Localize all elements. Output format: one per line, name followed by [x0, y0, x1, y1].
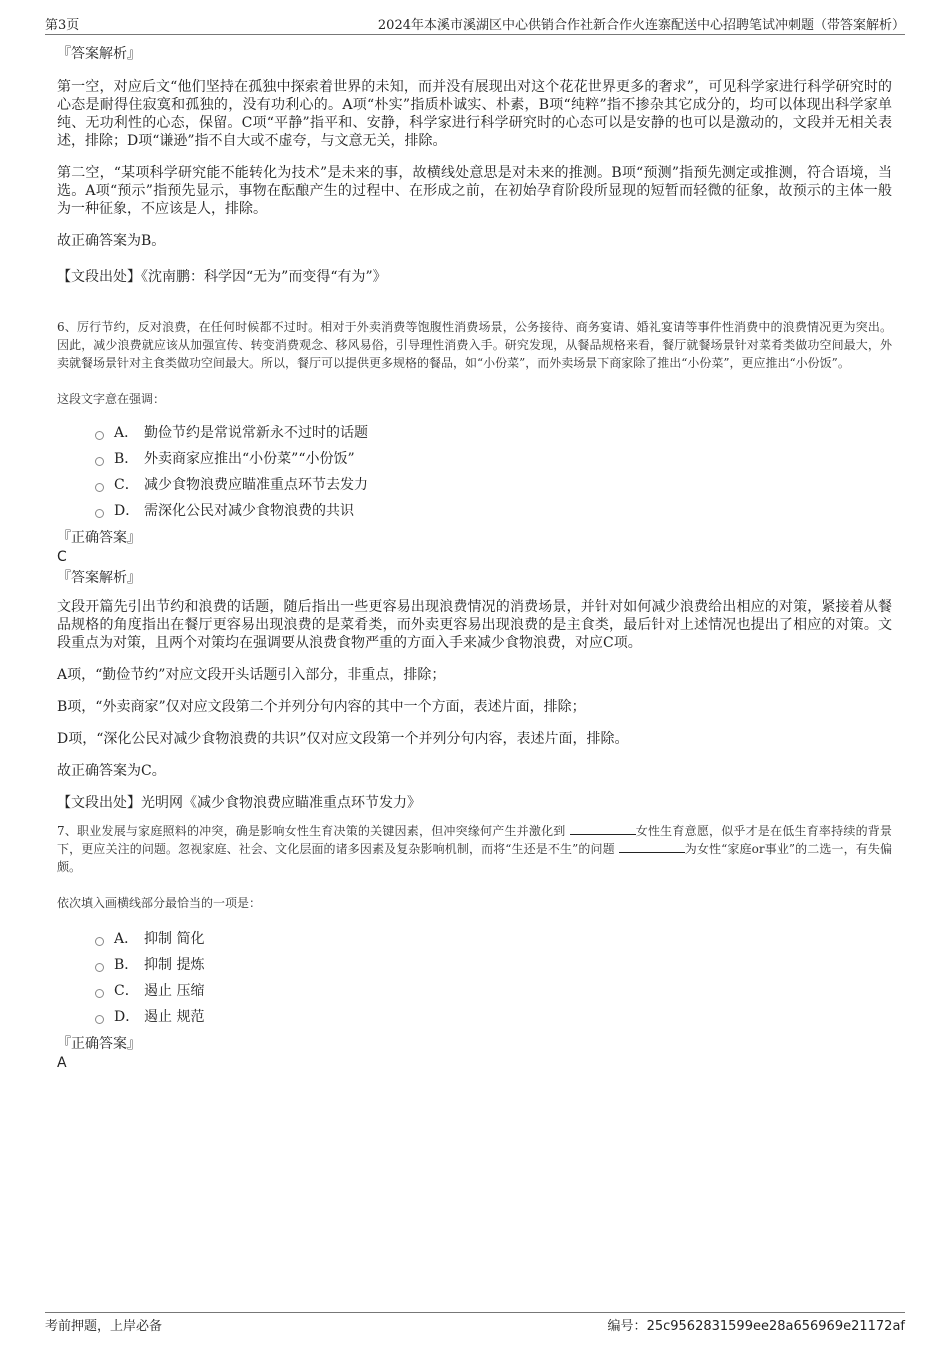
q7-stem: 7、职业发展与家庭照料的冲突，确是影响女性生育决策的关键因素，但冲突缘何产生并激化到 女性生育意愿，似乎才是在低生育率持续的背景下，更应关注的问题。忽视家庭、社会、文化层面的诸多因素及复杂影响机制，而将“生还是不生”的问题 为女性“家庭or事业”的二选一，有失偏颇。: [57, 824, 892, 874]
q6-analysis-p4: D项，“深化公民对减少食物浪费的共识”仅对应文段第一个并列分句内容，表述片面，排除。: [57, 731, 629, 747]
footer-slogan: 考前押题，上岸必备: [45, 1319, 163, 1334]
radio-button-icon[interactable]: [95, 457, 104, 466]
q5-analysis-p3: 故正确答案为B。: [57, 233, 166, 249]
q7-question: 依次填入画横线部分最恰当的一项是：: [57, 896, 262, 910]
q7-answer: A: [57, 1055, 67, 1071]
q6-source: 【文段出处】光明网《减少食物浪费应瞄准重点环节发力》: [57, 795, 421, 811]
q6-question: 这段文字意在强调：: [57, 392, 166, 406]
q6-analysis-p2: A项，“勤俭节约”对应文段开头话题引入部分，非重点，排除；: [57, 667, 446, 683]
q6-options: [95, 420, 892, 524]
q6-analysis-label: 『答案解析』: [57, 570, 141, 586]
q7-option-a[interactable]: A． 抑制 简化: [95, 926, 892, 952]
q6-option-a[interactable]: A． 勤俭节约是常说常新永不过时的话题: [95, 420, 892, 446]
q5-analysis-p1: 第一空，对应后文“他们坚持在孤独中探索着世界的未知，而并没有展现出对这个花花世界更多的奢求”，可见科学家进行科学研究时的心态是耐得住寂寞和孤独的，没有功利心的。A项“朴实”指质朴诚实、朴素，B项“纯粹”指不掺杂其它成分的，均可以体现出科学家单纯、无功利性的心态，保留。C项“平静”指平和、安静，科学家进行科学研究时的心态可以是安静的也可以是激动的，文段并无相关表述，排除；D项“谦逊”指不自大或不虚夸，与文意无关，排除。: [57, 79, 892, 149]
q7-answer-label: 『正确答案』: [57, 1036, 141, 1052]
radio-button-icon[interactable]: [95, 989, 104, 998]
page-number: 第3页: [45, 18, 80, 33]
q7-option-d[interactable]: D． 遏止 规范: [95, 1004, 892, 1030]
q5-source: 【文段出处】《沈南鹏：科学因“无为”而变得“有为”》: [57, 269, 387, 285]
q5-analysis-p2: 第二空，“某项科学研究能不能转化为技术”是未来的事，故横线处意思是对未来的推测。B项“预测”指预先测定或推测，符合语境，当选。A项“预示”指预先显示，事物在酝酿产生的过程中、在形成之前，在初始孕育阶段所显现的短暂而轻微的征象，故预示的主体一般为一种征象，不应该是人，排除。: [57, 165, 892, 217]
radio-button-icon[interactable]: [95, 431, 104, 440]
q7-option-c[interactable]: C． 遏止 压缩: [95, 978, 892, 1004]
q6-option-d[interactable]: D． 需深化公民对减少食物浪费的共识: [95, 498, 892, 524]
radio-button-icon[interactable]: [95, 963, 104, 972]
q6-answer: C: [57, 549, 67, 565]
document-content: [57, 44, 892, 1072]
q6-analysis-p5: 故正确答案为C。: [57, 763, 166, 779]
q7-option-b[interactable]: B． 抑制 提炼: [95, 952, 892, 978]
document-title: 2024年本溪市溪湖区中心供销合作社新合作火连寨配送中心招聘笔试冲刺题（带答案解析）: [377, 18, 905, 33]
fill-blank-1: [570, 822, 636, 835]
fill-blank-2: [619, 840, 685, 853]
radio-button-icon[interactable]: [95, 509, 104, 518]
q6-answer-label: 『正确答案』: [57, 530, 141, 546]
q6-option-c[interactable]: C． 减少食物浪费应瞄准重点环节去发力: [95, 472, 892, 498]
radio-button-icon[interactable]: [95, 1015, 104, 1024]
document-code: 编号：25c9562831599ee28a656969e21172af: [607, 1319, 905, 1334]
radio-button-icon[interactable]: [95, 483, 104, 492]
q6-stem: 6、厉行节约，反对浪费，在任何时候都不过时。相对于外卖消费等饱腹性消费场景，公务接待、商务宴请、婚礼宴请等事件性消费中的浪费情况更为突出。因此，减少浪费就应该从加强宣传、转变消费观念、移风易俗，引导理性消费入手。研究发现，从餐品规格来看，餐厅就餐场景针对菜肴类做功空间最大，外卖就餐场景针对主食类做功空间最大。所以，餐厅可以提供更多规格的餐品，如“小份菜”，而外卖场景下商家除了推出“小份菜”，更应推出“小份饭”。: [57, 320, 892, 370]
page-footer: [45, 1312, 905, 1337]
radio-button-icon[interactable]: [95, 937, 104, 946]
q6-option-b[interactable]: B． 外卖商家应推出“小份菜”“小份饭”: [95, 446, 892, 472]
q6-analysis-p1: 文段开篇先引出节约和浪费的话题，随后指出一些更容易出现浪费情况的消费场景，并针对如何减少浪费给出相应的对策，紧接着从餐品规格的角度指出在餐厅更容易出现浪费的是菜肴类，而外卖更容易出现浪费的是主食类，最后针对上述情况也提出了相应的对策。文段重点为对策，且两个对策均在强调要从浪费食物严重的方面入手来减少食物浪费，对应C项。: [57, 599, 892, 651]
q5-analysis-label: 『答案解析』: [57, 46, 141, 62]
page-header: [45, 14, 905, 35]
q7-options: [95, 926, 892, 1030]
q6-analysis-p3: B项，“外卖商家”仅对应文段第二个并列分句内容的其中一个方面，表述片面，排除；: [57, 699, 586, 715]
